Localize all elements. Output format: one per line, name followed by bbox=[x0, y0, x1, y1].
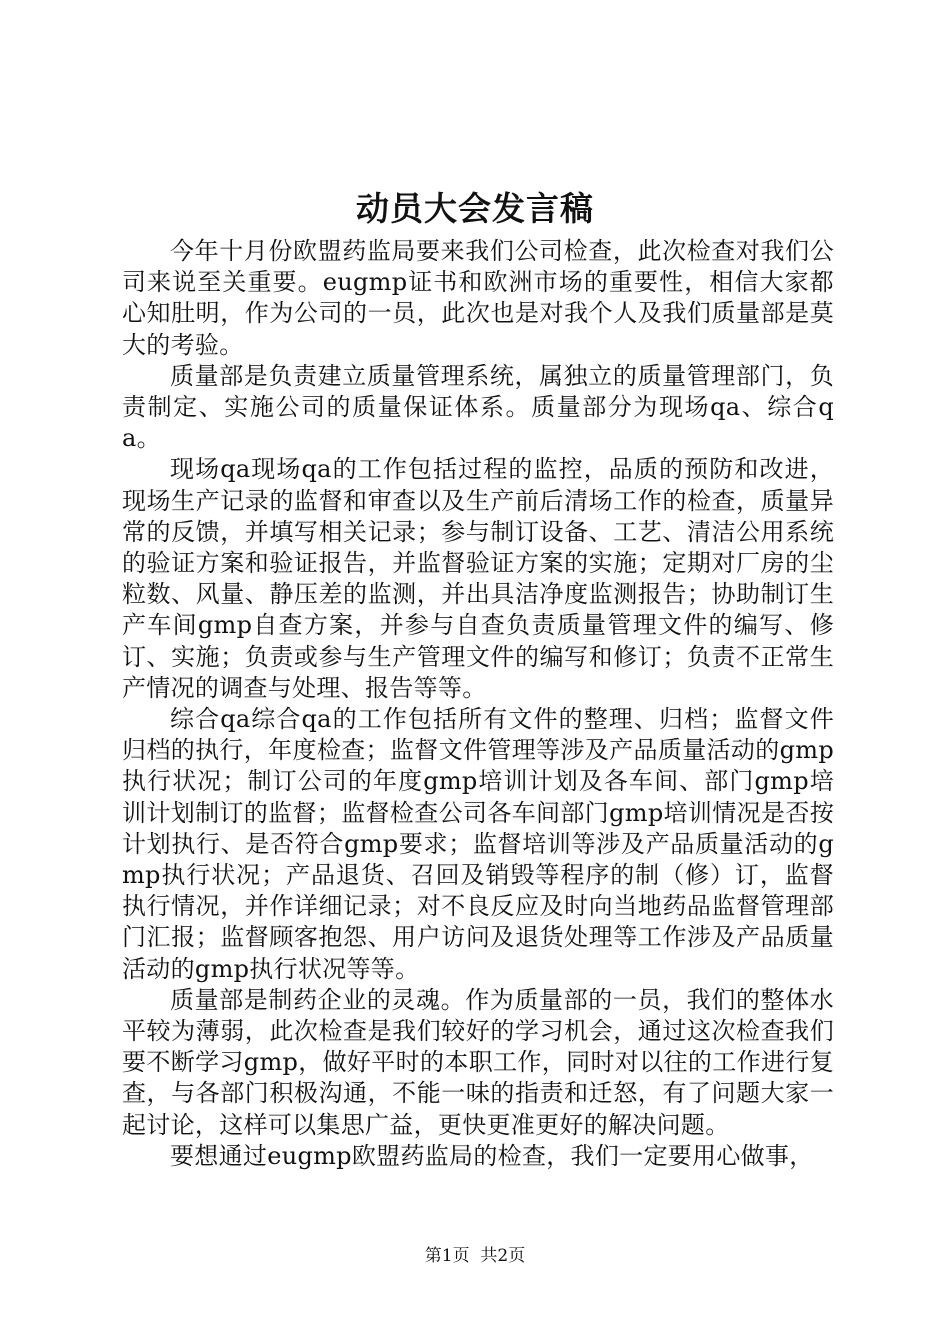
paragraph-onsite-qa: 现场qa现场qa的工作包括过程的监控，品质的预防和改进，现场生产记录的监督和审查以及生产前后清场工作的检查，质量异常的反馈，并填写相关记录；参与制订设备、工艺、清洁公用系统的验证方案和验证报告，并监督验证方案的实施；定期对厂房的尘粒数、风量、静压差的监测，并出具洁净度监测报告；协助制订生产车间gmp自查方案，并参与自查负责质量管理文件的编写、修订、实施；负责或参与生产管理文件的编写和修订；负责不正常生产情况的调查与处理、报告等等。 bbox=[122, 455, 834, 702]
page-total: 共2页 bbox=[480, 1246, 526, 1266]
document-title: 动员大会发言稿 bbox=[356, 189, 594, 228]
page-number: 第1页 bbox=[424, 1246, 470, 1266]
paragraph-intro: 今年十月份欧盟药监局要来我们公司检查，此次检查对我们公司来说至关重要。eugmp证书和欧洲市场的重要性，相信大家都心知肚明，作为公司的一员，此次也是对我个人及我们质量部是莫大的考验。 bbox=[122, 237, 834, 359]
paragraph-general-qa: 综合qa综合qa的工作包括所有文件的整理、归档；监督文件归档的执行，年度检查；监督文件管理等涉及产品质量活动的gmp执行状况；制订公司的年度gmp培训计划及各车间、部门gmp培训计划制订的监督；监督检查公司各车间部门gmp培训情况是否按计划执行、是否符合gmp要求；监督培训等涉及产品质量活动的gmp执行状况；产品退货、召回及销毁等程序的制（修）订，监督执行情况，并作详细记录；对不良反应及时向当地药品监督管理部门汇报；监督顾客抱怨、用户访问及退货处理等工作涉及产品质量活动的gmp执行状况等等。 bbox=[122, 705, 834, 983]
paragraph-closing: 要想通过eugmp欧盟药监局的检查，我们一定要用心做事， bbox=[170, 1141, 814, 1170]
paragraph-soul: 质量部是制药企业的灵魂。作为质量部的一员，我们的整体水平较为薄弱，此次检查是我们较好的学习机会，通过这次检查我们要不断学习gmp，做好平时的本职工作，同时对以往的工作进行复查，与各部门积极沟通，不能一味的指责和迁怒，有了问题大家一起讨论，这样可以集思广益，更快更准更好的解决问题。 bbox=[122, 985, 834, 1139]
paragraph-quality-dept: 质量部是负责建立质量管理系统，属独立的质量管理部门，负责制定、实施公司的质量保证体系。质量部分为现场qa、综合qa。 bbox=[122, 361, 834, 453]
document-body bbox=[122, 236, 834, 1172]
page-footer bbox=[0, 1244, 950, 1268]
